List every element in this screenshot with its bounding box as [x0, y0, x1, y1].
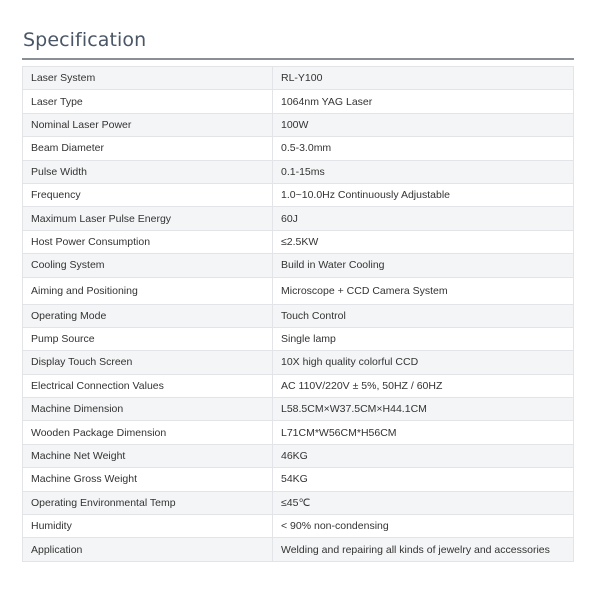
- table-row: [23, 538, 574, 561]
- spec-label: Operating Environmental Temp: [23, 491, 273, 514]
- spec-label: Aiming and Positioning: [23, 277, 273, 304]
- table-row: [23, 277, 574, 304]
- spec-label: Operating Mode: [23, 304, 273, 327]
- spec-label: Application: [23, 538, 273, 561]
- spec-value: 46KG: [273, 444, 574, 467]
- spec-label: Cooling System: [23, 254, 273, 277]
- table-row: [23, 183, 574, 206]
- spec-label: Wooden Package Dimension: [23, 421, 273, 444]
- spec-value: Microscope + CCD Camera System: [273, 277, 574, 304]
- spec-value: 0.5-3.0mm: [273, 137, 574, 160]
- spec-label: Nominal Laser Power: [23, 113, 273, 136]
- title-divider: [22, 58, 574, 60]
- spec-value: 1064nm YAG Laser: [273, 90, 574, 113]
- table-row: [23, 90, 574, 113]
- spec-label: Laser System: [23, 67, 273, 90]
- spec-value: 0.1-15ms: [273, 160, 574, 183]
- table-row: [23, 137, 574, 160]
- spec-value: Build in Water Cooling: [273, 254, 574, 277]
- spec-value: < 90% non-condensing: [273, 515, 574, 538]
- spec-label: Frequency: [23, 183, 273, 206]
- spec-label: Maximum Laser Pulse Energy: [23, 207, 273, 230]
- spec-label: Pump Source: [23, 327, 273, 350]
- spec-value: L71CM*W56CM*H56CM: [273, 421, 574, 444]
- spec-label: Display Touch Screen: [23, 351, 273, 374]
- table-row: [23, 67, 574, 90]
- spec-value: Welding and repairing all kinds of jewelry and accessories: [273, 538, 574, 561]
- spec-value: 100W: [273, 113, 574, 136]
- table-row: [23, 160, 574, 183]
- table-row: [23, 351, 574, 374]
- spec-value: 1.0~10.0Hz Continuously Adjustable: [273, 183, 574, 206]
- table-row: [23, 468, 574, 491]
- table-row: [23, 254, 574, 277]
- spec-value: 10X high quality colorful CCD: [273, 351, 574, 374]
- table-row: [23, 327, 574, 350]
- table-row: [23, 207, 574, 230]
- table-row: [23, 113, 574, 136]
- spec-label: Pulse Width: [23, 160, 273, 183]
- spec-label: Machine Dimension: [23, 398, 273, 421]
- table-row: [23, 421, 574, 444]
- spec-value: 54KG: [273, 468, 574, 491]
- spec-value: Touch Control: [273, 304, 574, 327]
- spec-label: Beam Diameter: [23, 137, 273, 160]
- table-row: [23, 304, 574, 327]
- table-row: [23, 515, 574, 538]
- spec-value: AC 110V/220V ± 5%, 50HZ / 60HZ: [273, 374, 574, 397]
- spec-value: RL-Y100: [273, 67, 574, 90]
- spec-label: Laser Type: [23, 90, 273, 113]
- table-row: [23, 230, 574, 253]
- spec-value: ≤45℃: [273, 491, 574, 514]
- spec-label: Electrical Connection Values: [23, 374, 273, 397]
- spec-label: Humidity: [23, 515, 273, 538]
- table-row: [23, 444, 574, 467]
- table-row: [23, 374, 574, 397]
- spec-label: Machine Gross Weight: [23, 468, 273, 491]
- table-row: [23, 491, 574, 514]
- spec-value: ≤2.5KW: [273, 230, 574, 253]
- spec-value: L58.5CM×W37.5CM×H44.1CM: [273, 398, 574, 421]
- spec-value: 60J: [273, 207, 574, 230]
- spec-value: Single lamp: [273, 327, 574, 350]
- specification-table: [22, 66, 574, 562]
- spec-label: Host Power Consumption: [23, 230, 273, 253]
- spec-label: Machine Net Weight: [23, 444, 273, 467]
- page-title: Specification: [23, 29, 147, 51]
- table-row: [23, 398, 574, 421]
